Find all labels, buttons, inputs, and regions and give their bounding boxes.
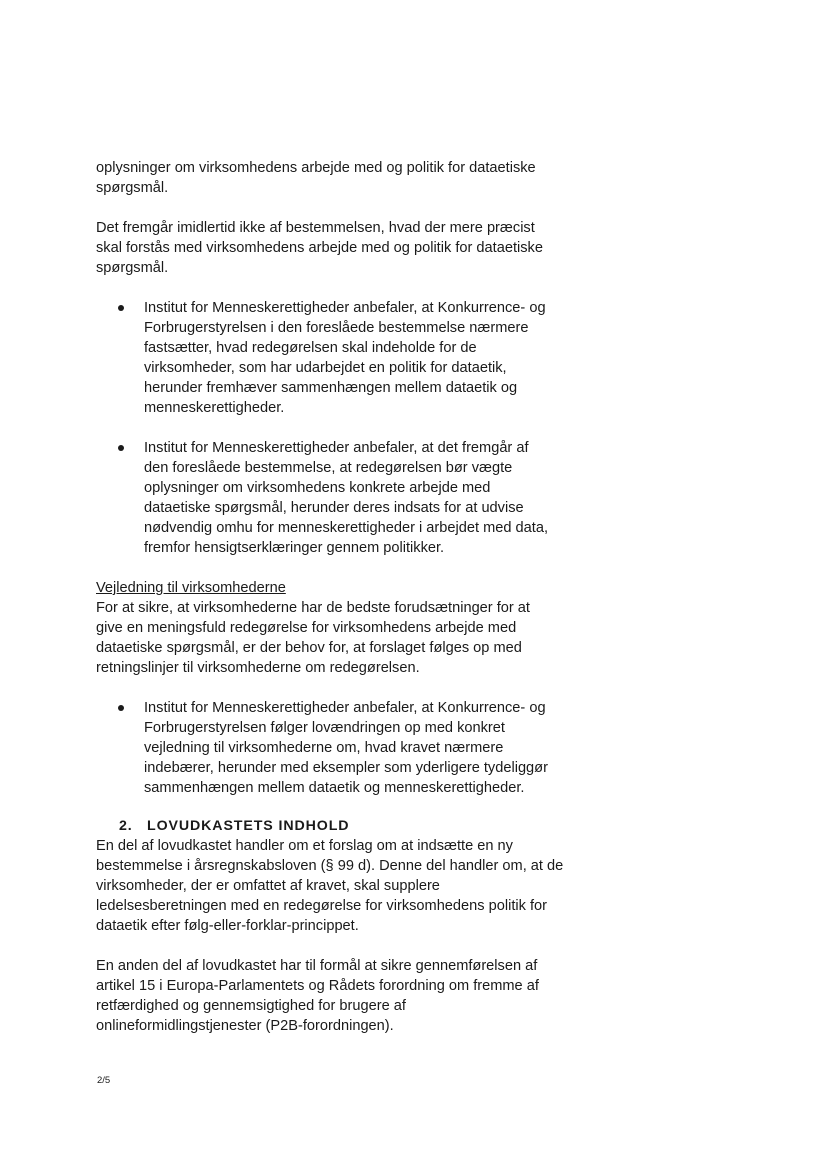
text-line: den foreslåede bestemmelse, at redegørelsen bør vægte [144,460,513,476]
text-line: herunder fremhæver sammenhængen mellem dataetik og [144,380,518,396]
bullet-icon [118,445,124,451]
section-heading [96,816,596,836]
text-line: indebærer, herunder med eksempler som yderligere tydeliggør [144,760,548,776]
text-line: bestemmelse i årsregnskabsloven (§ 99 d). Denne del handler om, at de [96,858,564,874]
text-line: spørgsmål. [96,180,169,196]
text-line: vejledning til virksomhederne om, hvad kravet nærmere [144,740,504,756]
text-line: virksomheder, som har udarbejdet en politik for dataetik, [144,360,507,376]
text-line: menneskerettigheder. [144,400,285,416]
recommendation-bullet [96,698,596,798]
text-line: virksomheder, der er omfattet af kravet, skal supplere [96,878,440,894]
section-paragraph [96,956,596,1036]
bullet-icon [118,305,124,311]
text-line: ledelsesberetningen med en redegørelse for virksomhedens politik for [96,898,548,914]
clarification-paragraph [96,218,596,278]
bullet-icon [118,705,124,711]
text-line: oplysninger om virksomhedens konkrete arbejde med [144,480,491,496]
text-line: sammenhængen mellem dataetik og menneskerettigheder. [144,780,525,796]
text-line: nødvendig omhu for menneskerettigheder i arbejdet med data, [144,520,549,536]
text-line: artikel 15 i Europa-Parlamentets og Rådets forordning om fremme af [96,978,539,994]
text-line: dataetiske spørgsmål, er der behov for, at forslaget følges op med [96,640,522,656]
text-line: spørgsmål. [96,260,169,276]
page-number: 2/5 [97,1075,111,1086]
recommendation-bullet [96,298,596,418]
text-line: dataetiske spørgsmål, herunder deres indsats for at udvise [144,500,524,516]
recommendation-bullet [96,438,596,558]
text-line: fastsætter, hvad redegørelsen skal indeholde for de [144,340,477,356]
text-line: Institut for Menneskerettigheder anbefaler, at det fremgår af [144,440,529,456]
intro-paragraph [96,158,596,198]
text-line: For at sikre, at virksomhederne har de bedste forudsætninger for at [96,600,530,616]
text-line: oplysninger om virksomhedens arbejde med og politik for dataetiske [96,160,536,176]
text-line: skal forstås med virksomhedens arbejde med og politik for dataetiske [96,240,543,256]
text-line: En del af lovudkastet handler om et forslag om at indsætte en ny [96,838,513,854]
guidance-heading: Vejledning til virksomhederne [96,580,286,596]
section-paragraph [96,836,596,936]
section-number: 2. [119,818,133,834]
text-line: Institut for Menneskerettigheder anbefaler, at Konkurrence- og [144,300,546,316]
document-page [96,158,596,1056]
text-line: retningslinjer til virksomhederne om redegørelsen. [96,660,420,676]
text-line: Det fremgår imidlertid ikke af bestemmelsen, hvad der mere præcist [96,220,535,236]
text-line: dataetik efter følg-eller-forklar-princippet. [96,918,359,934]
text-line: onlineformidlingstjenester (P2B-forordningen). [96,1018,394,1034]
text-line: Institut for Menneskerettigheder anbefaler, at Konkurrence- og [144,700,546,716]
section-title: LOVUDKASTETS INDHOLD [147,818,350,834]
text-line: retfærdighed og gennemsigtighed for brugere af [96,998,406,1014]
text-line: give en meningsfuld redegørelse for virksomhedens arbejde med [96,620,517,636]
text-line: fremfor hensigtserklæringer gennem politikker. [144,540,445,556]
text-line: Forbrugerstyrelsen følger lovændringen op med konkret [144,720,505,736]
text-line: En anden del af lovudkastet har til formål at sikre gennemførelsen af [96,958,538,974]
guidance-section [96,578,596,678]
text-line: Forbrugerstyrelsen i den foreslåede bestemmelse nærmere [144,320,529,336]
